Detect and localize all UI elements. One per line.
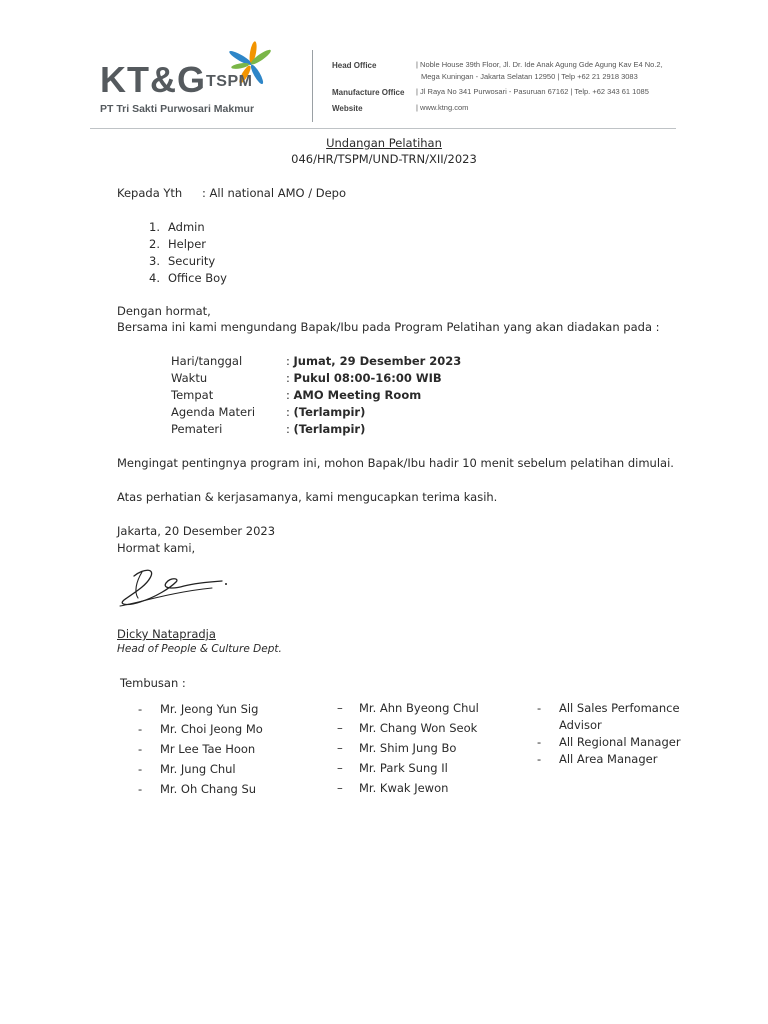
list-item: 1. Admin	[149, 220, 205, 234]
detail-label: Waktu	[171, 371, 208, 385]
list-item: - Mr. Oh Chang Su	[138, 782, 257, 796]
letterhead	[0, 0, 768, 132]
logo-wordmark: KT&G	[100, 59, 206, 100]
list-item: – Mr. Ahn Byeong Chul	[337, 701, 479, 715]
logo-tspm: TSPM	[206, 73, 253, 90]
list-item: 2. Helper	[149, 237, 207, 251]
list-item: – Mr. Shim Jung Bo	[337, 741, 457, 755]
list-item: - Mr. Jeong Yun Sig	[138, 702, 259, 716]
list-item: 4. Office Boy	[149, 271, 227, 285]
website-label: Website	[332, 104, 363, 113]
closing: Hormat kami,	[117, 541, 196, 555]
detail-label: Pemateri	[171, 422, 223, 436]
detail-label: Agenda Materi	[171, 405, 256, 419]
place-date: Jakarta, 20 Desember 2023	[117, 524, 276, 538]
signer-name: Dicky Natapradja	[117, 627, 216, 641]
company-name: PT Tri Sakti Purwosari Makmur	[100, 103, 255, 115]
reminder-text: Mengingat pentingnya program ini, mohon Bapak/Ibu hadir 10 menit sebelum pelatihan dimulai.	[117, 456, 674, 470]
intro-text: Bersama ini kami mengundang Bapak/Ibu pada Program Pelatihan yang akan diadakan pada :	[117, 320, 660, 334]
letter-title: Undangan Pelatihan	[326, 136, 442, 150]
detail-label: Hari/tanggal	[171, 354, 243, 368]
to-label: Kepada Yth	[117, 186, 183, 200]
list-item: 3. Security	[149, 254, 216, 268]
list-item: - Mr Lee Tae Hoon	[138, 742, 256, 756]
head-office-address: | Noble House 39th Floor, Jl. Dr. Ide Anak Agung Gde Agung Kav E4 No.2, Mega Kuningan - Jakarta Selatan 12950 | Telp +62 21 2918 3083	[416, 60, 663, 81]
head-office-label: Head Office	[332, 61, 377, 70]
detail-value: : (Terlampir)	[286, 422, 366, 436]
cc-column-3	[537, 700, 717, 768]
letter-number: 046/HR/TSPM/UND-TRN/XII/2023	[291, 152, 477, 166]
list-item: – Mr. Chang Won Seok	[337, 721, 478, 735]
manufacture-office-label: Manufacture Office	[332, 88, 405, 97]
header-divider	[312, 50, 313, 122]
thanks-text: Atas perhatian & kerjasamanya, kami mengucapkan terima kasih.	[117, 490, 498, 504]
list-item: - All Area Manager	[537, 752, 658, 766]
to-value: : All national AMO / Depo	[202, 186, 346, 200]
signature-icon	[112, 562, 237, 612]
manufacture-office-address: | Jl Raya No 341 Purwosari - Pasuruan 67162 | Telp. +62 343 61 1085	[416, 87, 649, 96]
detail-value: : AMO Meeting Room	[286, 388, 422, 402]
greeting: Dengan hormat,	[117, 304, 211, 318]
list-item: – Mr. Park Sung Il	[337, 761, 448, 775]
detail-value: : Jumat, 29 Desember 2023	[286, 354, 462, 368]
signer-title: Head of People & Culture Dept.	[117, 643, 282, 655]
website-link[interactable]: | www.ktng.com	[416, 103, 469, 112]
cc-label: Tembusan :	[120, 676, 186, 690]
list-item: - Mr. Choi Jeong Mo	[138, 722, 263, 736]
list-item: - Mr. Jung Chul	[138, 762, 236, 776]
cc-column-2	[337, 700, 517, 800]
list-item: - All Sales Perfomance Advisor	[537, 701, 680, 732]
list-item: – Mr. Kwak Jewon	[337, 781, 449, 795]
header-rule	[90, 128, 676, 129]
detail-value: : (Terlampir)	[286, 405, 366, 419]
detail-label: Tempat	[171, 388, 214, 402]
cc-column-1	[138, 701, 318, 801]
detail-value: : Pukul 08:00-16:00 WIB	[286, 371, 442, 385]
recipient-list	[136, 219, 227, 287]
list-item: - All Regional Manager	[537, 735, 681, 749]
